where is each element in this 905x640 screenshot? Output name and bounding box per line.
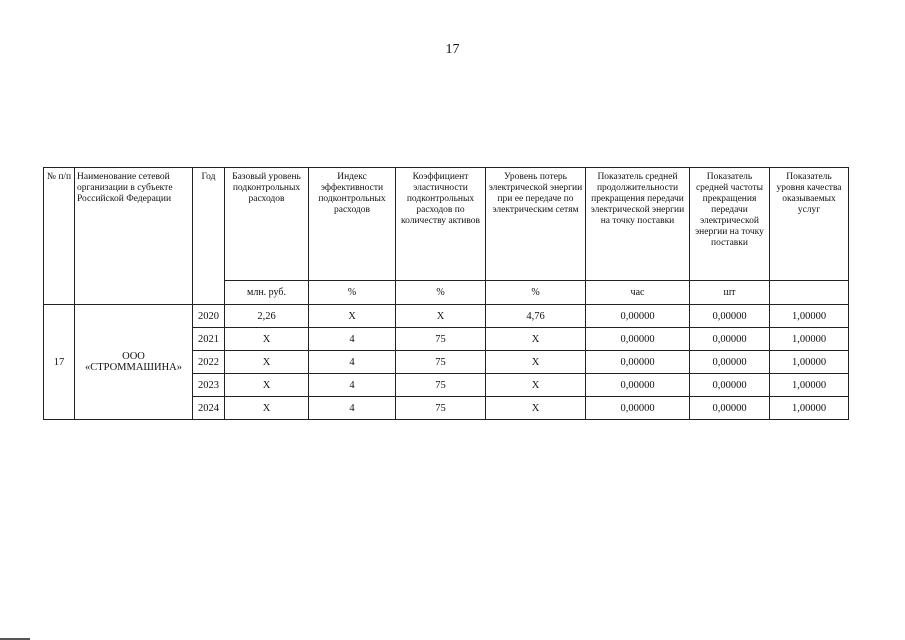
unit-cell xyxy=(770,281,849,305)
value-cell: 0,00000 xyxy=(586,351,690,374)
value-cell: 0,00000 xyxy=(690,397,770,420)
value-cell: 0,00000 xyxy=(586,305,690,328)
header-row xyxy=(44,168,849,281)
header-base-level: Базовый уровень подконтрольных расходов xyxy=(225,168,309,281)
value-cell: 1,00000 xyxy=(770,351,849,374)
value-cell: 4 xyxy=(309,351,396,374)
page-number: 17 xyxy=(445,42,460,57)
year-cell: 2022 xyxy=(193,351,225,374)
value-cell: 75 xyxy=(396,351,486,374)
value-cell: X xyxy=(225,397,309,420)
header-losses: Уровень потерь электрической энергии при ее передаче по электрическим сетям xyxy=(486,168,586,281)
organization-name: ООО «СТРОММАШИНА» xyxy=(75,305,193,420)
table-row xyxy=(44,305,849,328)
header-year: Год xyxy=(193,168,225,305)
value-cell: 1,00000 xyxy=(770,397,849,420)
value-cell: X xyxy=(225,351,309,374)
value-cell: 4 xyxy=(309,328,396,351)
value-cell: X xyxy=(396,305,486,328)
value-cell: 0,00000 xyxy=(586,328,690,351)
header-duration: Показатель средней продолжительности прекращения передачи электрической энергии на точку поставки xyxy=(586,168,690,281)
unit-cell: % xyxy=(396,281,486,305)
value-cell: 75 xyxy=(396,397,486,420)
value-cell: X xyxy=(486,328,586,351)
header-number: № п/п xyxy=(44,168,75,305)
header-organization: Наименование сетевой организации в субъекте Российской Федерации xyxy=(75,168,193,305)
value-cell: 0,00000 xyxy=(690,351,770,374)
header-elasticity: Коэффициент эластичности подконтрольных расходов по количеству активов xyxy=(396,168,486,281)
value-cell: 0,00000 xyxy=(586,397,690,420)
value-cell: X xyxy=(225,374,309,397)
header-quality: Показатель уровня качества оказываемых услуг xyxy=(770,168,849,281)
value-cell: X xyxy=(225,328,309,351)
header-efficiency-index: Индекс эффективности подконтрольных расходов xyxy=(309,168,396,281)
value-cell: X xyxy=(309,305,396,328)
header-frequency: Показатель средней частоты прекращения передачи электрической энергии на точку поставки xyxy=(690,168,770,281)
value-cell: X xyxy=(486,397,586,420)
value-cell: 1,00000 xyxy=(770,328,849,351)
value-cell: 0,00000 xyxy=(586,374,690,397)
value-cell: 2,26 xyxy=(225,305,309,328)
value-cell: 0,00000 xyxy=(690,328,770,351)
year-cell: 2021 xyxy=(193,328,225,351)
value-cell: X xyxy=(486,374,586,397)
value-cell: X xyxy=(486,351,586,374)
year-cell: 2020 xyxy=(193,305,225,328)
unit-cell: шт xyxy=(690,281,770,305)
value-cell: 75 xyxy=(396,374,486,397)
value-cell: 75 xyxy=(396,328,486,351)
row-number: 17 xyxy=(44,305,75,420)
year-cell: 2024 xyxy=(193,397,225,420)
unit-cell: час xyxy=(586,281,690,305)
value-cell: 4 xyxy=(309,397,396,420)
value-cell: 4,76 xyxy=(486,305,586,328)
unit-cell: млн. руб. xyxy=(225,281,309,305)
value-cell: 1,00000 xyxy=(770,305,849,328)
value-cell: 0,00000 xyxy=(690,374,770,397)
value-cell: 1,00000 xyxy=(770,374,849,397)
value-cell: 0,00000 xyxy=(690,305,770,328)
unit-cell: % xyxy=(486,281,586,305)
year-cell: 2023 xyxy=(193,374,225,397)
tariff-table xyxy=(43,167,849,420)
unit-cell: % xyxy=(309,281,396,305)
value-cell: 4 xyxy=(309,374,396,397)
